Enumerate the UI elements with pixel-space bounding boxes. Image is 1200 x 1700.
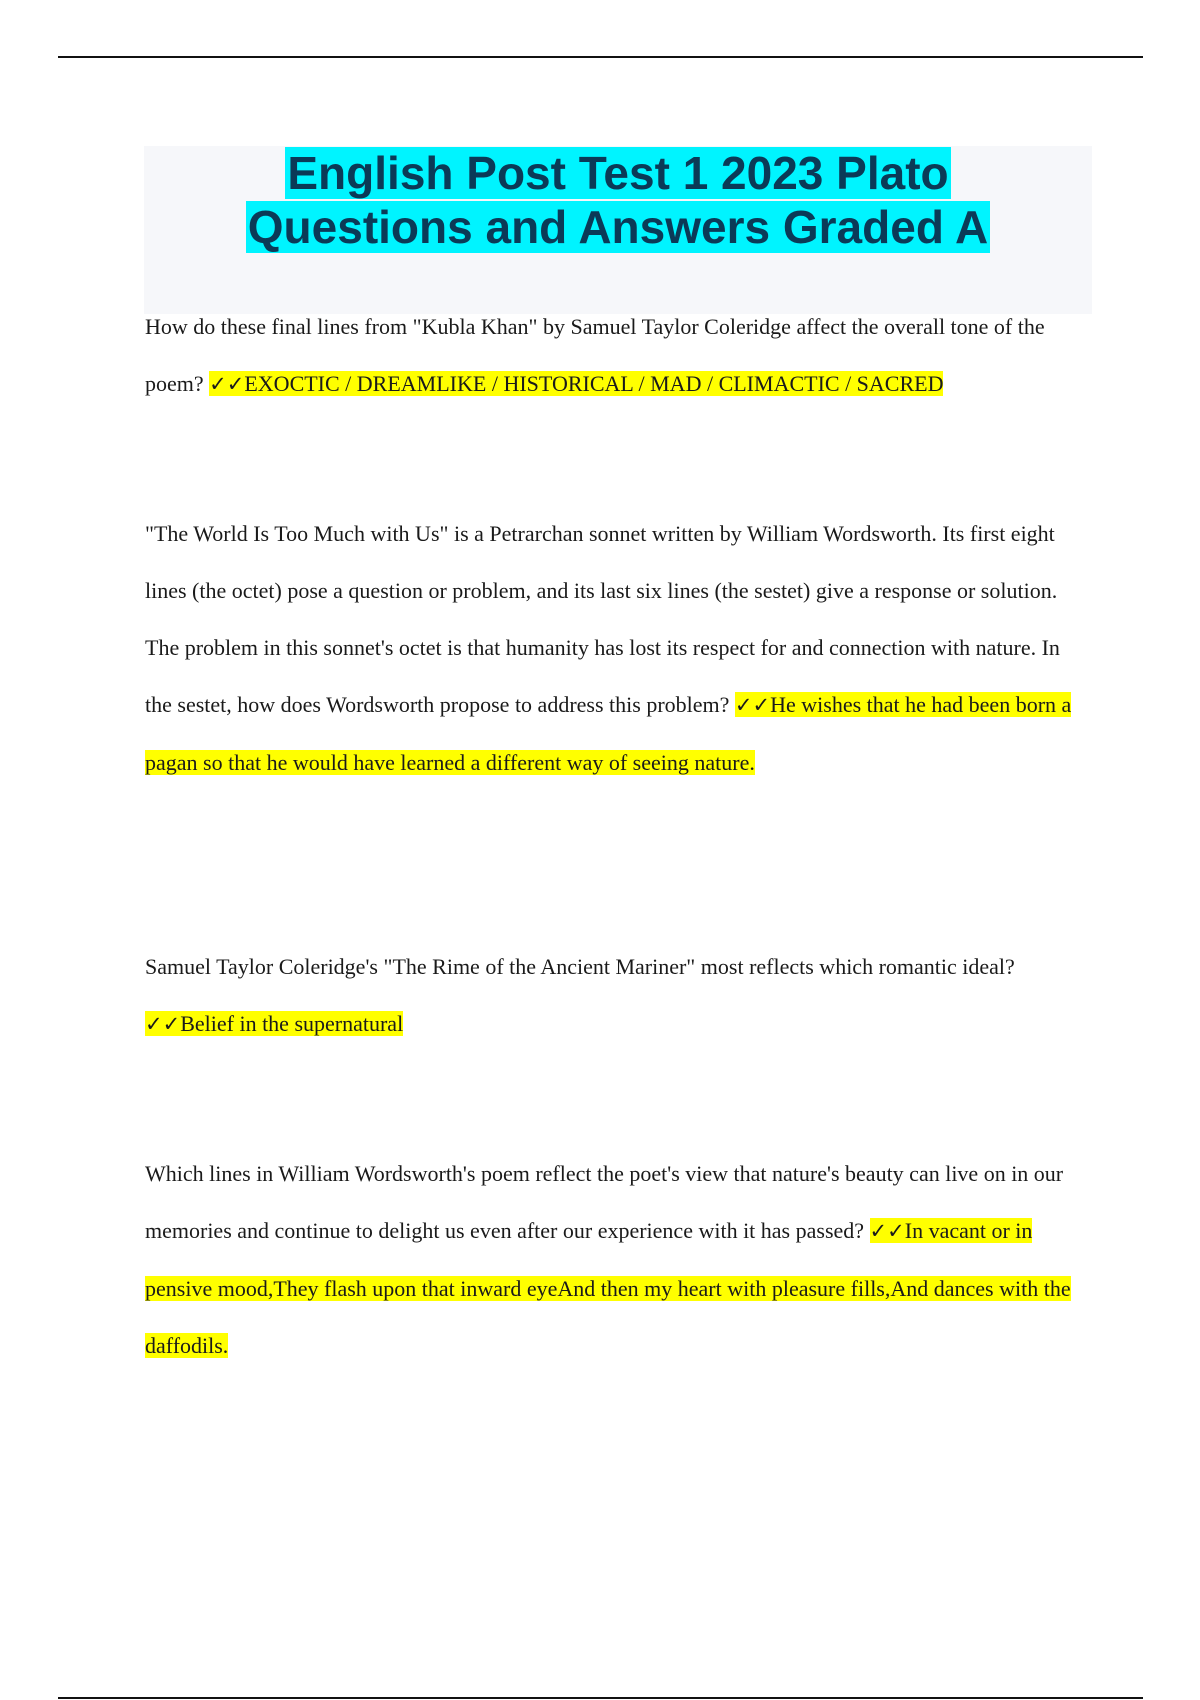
qa-item-3 xyxy=(145,938,1090,1053)
double-check-icon: ✓✓ xyxy=(145,1012,181,1036)
title-block xyxy=(144,146,1092,314)
answer-text: Belief in the supernatural xyxy=(180,1011,404,1036)
qa-item-2 xyxy=(145,505,1090,791)
document-title xyxy=(144,146,1092,254)
answer-text: EXOCTIC / DREAMLIKE / HISTORICAL / MAD / CLIMACTIC / SACRED xyxy=(244,371,944,396)
bottom-rule xyxy=(58,1697,1143,1699)
title-line-1: English Post Test 1 2023 Plato xyxy=(287,147,949,199)
double-check-icon: ✓✓ xyxy=(734,693,771,717)
answer-text: He wishes that he had been born a pagan so that he would have learned a different way of seeing nature. xyxy=(145,692,1072,775)
question-text: "The World Is Too Much with Us" is a Petrarchan sonnet written by William Wordsworth. Its first eight lines (the octet) pose a question or problem, and its last six lines (the sestet) give a response or solution. The problem in this sonnet's octet is that humanity has lost its respect for and connection with nature. In the sestet, how does Wordsworth propose to address this problem? xyxy=(145,521,1060,717)
question-text: Which lines in William Wordsworth's poem reflect the poet's view that nature's beauty can live on in our memories and continue to delight us even after our experience with it has passed? xyxy=(145,1161,1064,1243)
answer-text: In vacant or in pensive mood,They flash upon that inward eyeAnd then my heart with pleasure fills,And dances with the daffodils. xyxy=(145,1218,1071,1358)
question-text: How do these final lines from "Kubla Khan" by Samuel Taylor Coleridge affect the overall tone of the poem? xyxy=(145,314,1045,396)
title-line-2: Questions and Answers Graded A xyxy=(247,201,989,253)
question-text: Samuel Taylor Coleridge's "The Rime of the Ancient Mariner" most reflects which romantic ideal? xyxy=(145,954,1015,979)
double-check-icon: ✓✓ xyxy=(209,372,245,396)
double-check-icon: ✓✓ xyxy=(869,1219,905,1243)
qa-item-1 xyxy=(145,298,1090,413)
answer-highlight xyxy=(209,371,943,396)
top-rule xyxy=(58,56,1143,58)
qa-item-4 xyxy=(145,1145,1090,1374)
answer-highlight xyxy=(145,1011,403,1036)
